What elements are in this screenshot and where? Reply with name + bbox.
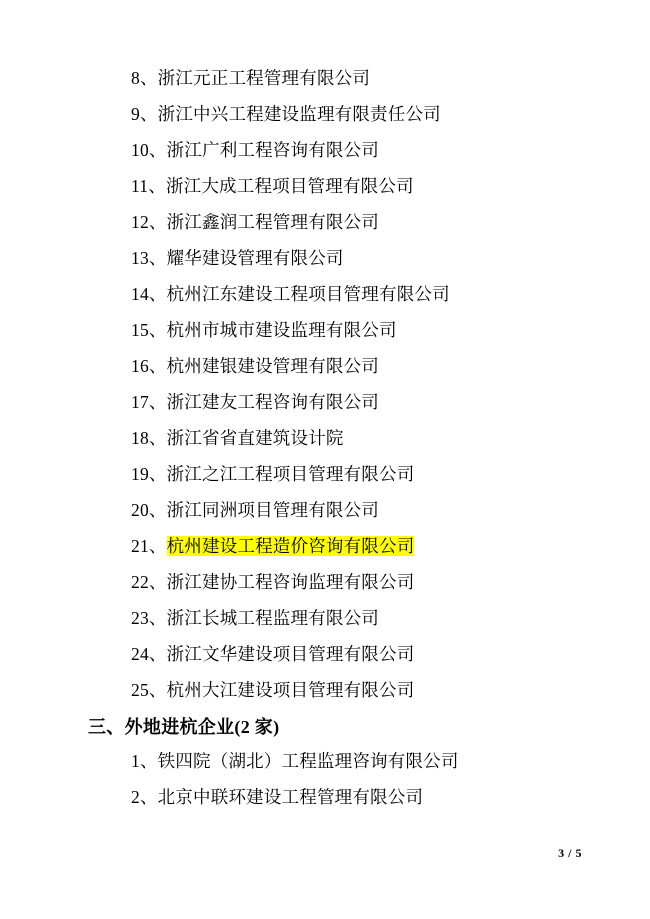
list-item-number: 13、 — [131, 248, 167, 268]
list-item-text: 浙江文华建设项目管理有限公司 — [166, 644, 415, 664]
list-item-text: 杭州建设工程造价咨询有限公司 — [166, 536, 415, 556]
list-item — [88, 610, 588, 628]
list-item-text: 浙江之江工程项目管理有限公司 — [166, 464, 415, 484]
list-item-text: 浙江建协工程咨询监理有限公司 — [166, 572, 415, 592]
list-item-number: 18、 — [131, 428, 167, 448]
list-item — [88, 394, 588, 412]
list-item-number: 12、 — [131, 212, 167, 232]
list-item-number: 17、 — [131, 392, 167, 412]
list-item — [88, 322, 588, 340]
list-item-text: 杭州江东建设工程项目管理有限公司 — [166, 284, 450, 304]
list-item — [88, 70, 588, 88]
list-item — [88, 466, 588, 484]
list-item — [88, 574, 588, 592]
list-item — [88, 753, 588, 771]
list-item-text: 杭州建银建设管理有限公司 — [166, 356, 380, 376]
list-item-number: 20、 — [131, 500, 167, 520]
list-item — [88, 430, 588, 448]
list-item-text: 杭州大江建设项目管理有限公司 — [166, 680, 415, 700]
list-item-number: 25、 — [131, 680, 167, 700]
list-item — [88, 214, 588, 232]
list-item-text: 浙江大成工程项目管理有限公司 — [165, 176, 414, 196]
page-number: 3 / 5 — [558, 846, 582, 860]
list-item-number: 21、 — [131, 536, 167, 556]
list-item-number: 19、 — [131, 464, 167, 484]
list-item-number: 23、 — [131, 608, 167, 628]
list-item-number: 14、 — [131, 284, 167, 304]
list-item-number: 8、 — [131, 68, 158, 88]
list-item-text: 浙江建友工程咨询有限公司 — [166, 392, 380, 412]
list-item-number: 11、 — [131, 176, 166, 196]
list-item — [88, 646, 588, 664]
list-item-number: 2、 — [131, 787, 158, 807]
list-item-number: 24、 — [131, 644, 167, 664]
list-item-number: 22、 — [131, 572, 167, 592]
list-item-text: 杭州市城市建设监理有限公司 — [166, 320, 397, 340]
list-item — [88, 358, 588, 376]
list-item-text: 浙江元正工程管理有限公司 — [157, 68, 371, 88]
list-item-number: 9、 — [131, 104, 158, 124]
list-item-number: 1、 — [131, 751, 158, 771]
list-item — [88, 178, 588, 196]
list-item — [88, 789, 588, 807]
list-item — [88, 106, 588, 124]
list-item-text: 浙江鑫润工程管理有限公司 — [166, 212, 380, 232]
list-item — [88, 502, 588, 520]
list-item — [88, 682, 588, 700]
document-body — [88, 70, 588, 825]
list-item-text: 浙江同洲项目管理有限公司 — [166, 500, 380, 520]
section-heading: 三、外地进杭企业(2 家) — [88, 717, 280, 737]
list-item — [88, 142, 588, 160]
list-item-number: 10、 — [131, 140, 167, 160]
list-item — [88, 250, 588, 268]
list-item-text: 浙江省省直建筑设计院 — [166, 428, 344, 448]
list-item-text: 耀华建设管理有限公司 — [166, 248, 344, 268]
list-item — [88, 286, 588, 304]
list-item-highlighted — [88, 538, 588, 556]
list-item-text: 浙江广利工程咨询有限公司 — [166, 140, 380, 160]
list-item-text: 铁四院（湖北）工程监理咨询有限公司 — [157, 751, 459, 771]
list-item-text: 北京中联环建设工程管理有限公司 — [157, 787, 424, 807]
list-item-number: 16、 — [131, 356, 167, 376]
list-item-text: 浙江长城工程监理有限公司 — [166, 608, 380, 628]
list-item-text: 浙江中兴工程建设监理有限责任公司 — [157, 104, 441, 124]
list-item-number: 15、 — [131, 320, 167, 340]
